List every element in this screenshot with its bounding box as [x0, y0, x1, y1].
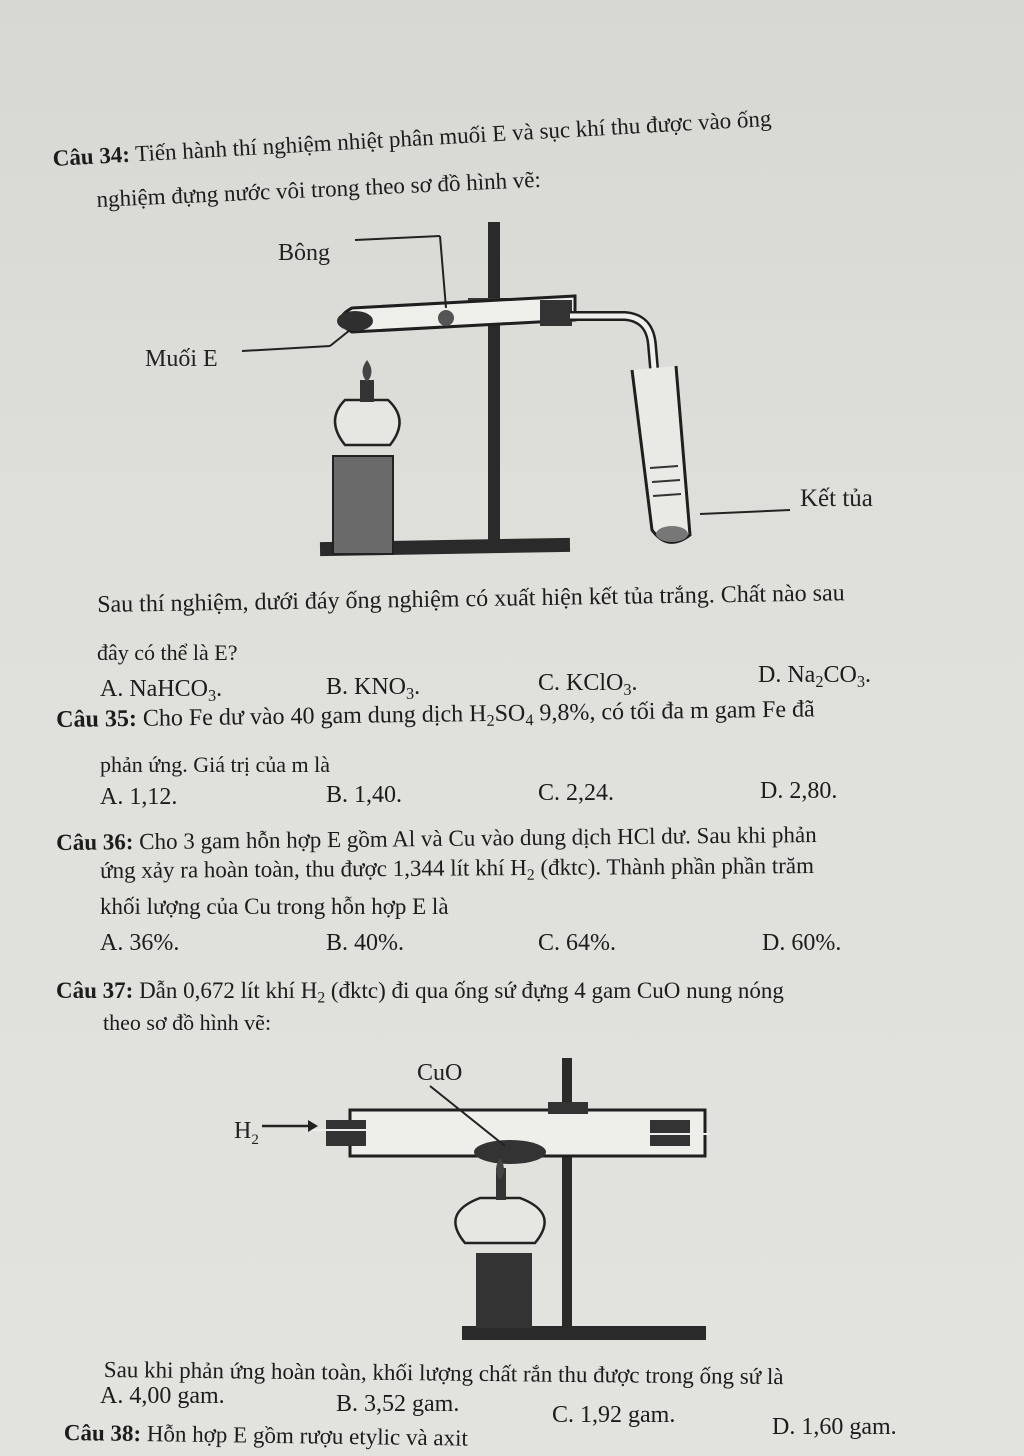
q37-line1: Câu 37: Dẫn 0,672 lít khí $H_2$ (đktc) đi qua ống sứ đựng 4 gam CuO nung nóng	[56, 978, 784, 1007]
q34-line1	[52, 106, 772, 173]
tube-clamp	[548, 1102, 588, 1114]
q34-option-b: B. $KNO_3$.	[326, 674, 421, 703]
cuo-reduction-diagram	[0, 1048, 1024, 1348]
label-precipitate: Kết tủa	[800, 485, 873, 512]
q34-text1: Tiến hành thí nghiệm nhiệt phân muối E và sục khí thu được vào ống	[134, 105, 772, 167]
spirit-lamp-2	[455, 1198, 544, 1243]
q35-line1: Câu 35: Cho Fe dư vào 40 gam dung dịch $H_2SO_4$ 9,8%, có tối đa m gam Fe đã	[56, 696, 815, 733]
q34-line2: nghiệm đựng nước vôi trong theo sơ đồ hình vẽ:	[96, 166, 542, 212]
precipitate	[656, 526, 688, 542]
label-cotton: Bông	[278, 240, 331, 266]
q35-label: Câu 35:	[56, 705, 138, 733]
q36-option-a: A. 36%.	[100, 930, 180, 956]
cotton-plug	[438, 310, 454, 326]
cuo-sample	[474, 1140, 546, 1164]
q34-line4: đây có thể là E?	[97, 640, 238, 665]
q36-line3: khối lượng của Cu trong hỗn hợp E là	[100, 894, 449, 919]
q34-option-d: D. $Na_2CO_3$.	[758, 662, 871, 691]
precipitate-leader	[700, 510, 790, 514]
heating-tube	[341, 296, 575, 332]
q35-option-c: C. 2,24.	[538, 780, 615, 806]
left-stopper	[326, 1120, 366, 1146]
lamp-flame	[363, 360, 372, 382]
q35-option-b: B. 1,40.	[326, 782, 403, 808]
salt-leader	[242, 346, 330, 351]
q37-line3: Sau khi phản ứng hoàn toàn, khối lượng chất rắn thu được trong ống sứ là	[103, 1357, 784, 1390]
q36-line1: Câu 36: Cho 3 gam hỗn hợp E gồm Al và Cu vào dung dịch HCl dư. Sau khi phản	[56, 822, 817, 855]
q34-line3: Sau thí nghiệm, dưới đáy ống nghiệm có xuất hiện kết tủa trắng. Chất nào sau	[97, 580, 845, 618]
q36-option-b: B. 40%.	[326, 930, 404, 956]
q36-label: Câu 36:	[56, 829, 134, 855]
q35-option-a: A. 1,12.	[100, 784, 178, 810]
q35-option-d: D. 2,80.	[760, 778, 838, 804]
label-cuo: CuO	[417, 1060, 463, 1086]
stand-rod-2	[562, 1058, 572, 1338]
q34-label: Câu 34:	[52, 141, 131, 171]
q34-option-a: A. NaHCO$_3$.	[100, 676, 223, 705]
q37-option-a: A. 4,00 gam.	[100, 1383, 225, 1409]
q37-option-d: D. 1,60 gam.	[772, 1414, 897, 1440]
q38-label: Câu 38:	[63, 1420, 142, 1447]
q36-option-d: D. 60%.	[762, 930, 842, 956]
salt-sample	[337, 311, 373, 331]
stand-rod	[488, 222, 500, 547]
q37-option-b: B. 3,52 gam.	[336, 1391, 460, 1417]
q36-option-c: C. 64%.	[538, 930, 616, 956]
lamp-block-2	[476, 1253, 532, 1328]
lamp-block	[333, 456, 393, 554]
q37-option-c: C. 1,92 gam.	[552, 1402, 676, 1428]
stand-base-2	[462, 1326, 706, 1340]
q37-label: Câu 37:	[56, 978, 134, 1003]
q38-line1: Câu 38: Hỗn hợp E gồm rượu etylic và axit	[63, 1420, 469, 1451]
receiving-tube	[632, 366, 690, 542]
decomposition-diagram	[0, 200, 1024, 600]
q34-option-c: C. KClO$_3$.	[538, 670, 638, 699]
spirit-lamp	[335, 400, 400, 445]
q36-line2: ứng xảy ra hoàn toàn, thu được 1,344 lít khí $H_2$ (đktc). Thành phần phần trăm	[100, 853, 815, 884]
q35-line2: phản ứng. Giá trị của m là	[100, 752, 331, 777]
cotton-leader	[355, 236, 440, 240]
tube-stopper	[540, 300, 572, 326]
label-h2: $H_2$	[234, 1118, 259, 1148]
label-salt: Muối E	[145, 346, 218, 372]
q37-line2: theo sơ đồ hình vẽ:	[103, 1010, 272, 1035]
